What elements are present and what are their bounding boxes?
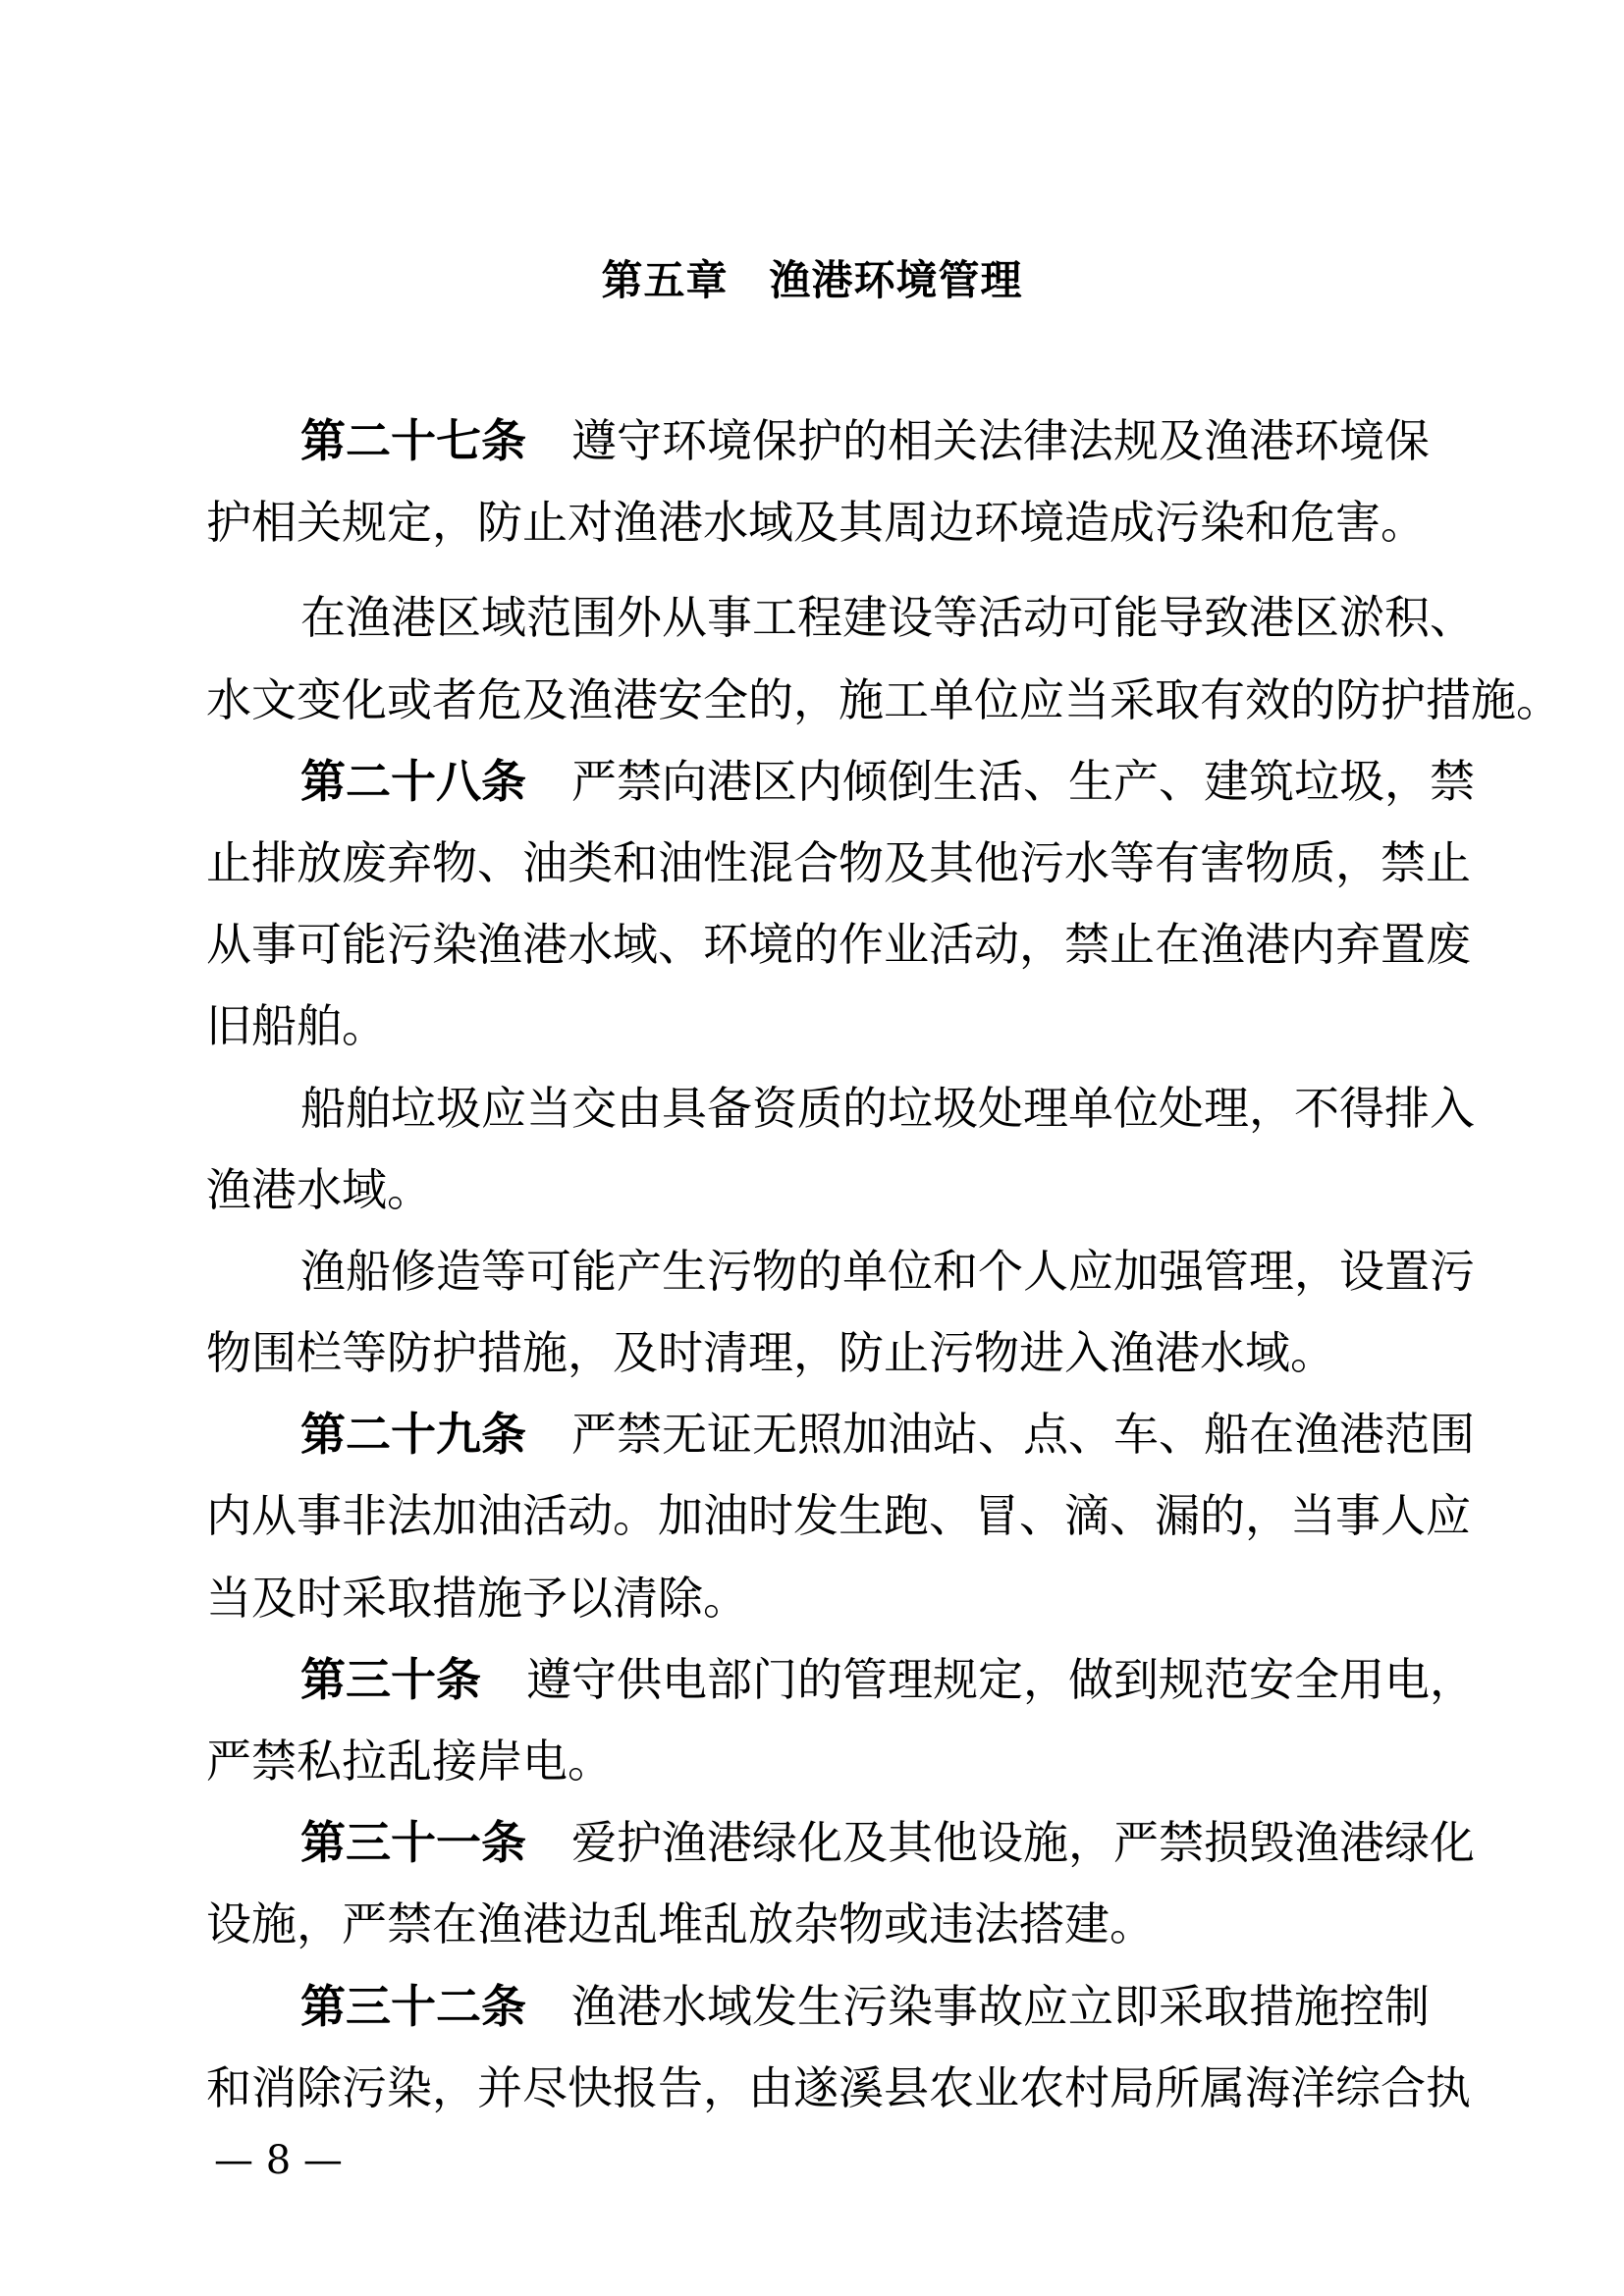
- article-29-line-1: [206, 1394, 1475, 1475]
- page-number: — 8 —: [214, 2138, 343, 2183]
- article-27-line-2: 护相关规定，防止对渔港水域及其周边环境造成污染和危害。: [206, 496, 1426, 550]
- chapter-number: 第五章: [601, 256, 729, 304]
- article-29-label: 第二十九条: [300, 1408, 526, 1462]
- article-29-line-2: 内从事非法加油活动。加油时发生跑、冒、滴、漏的，当事人应: [206, 1489, 1471, 1543]
- article-28-line-2: 止排放废弃物、油类和油性混合物及其他污水等有害物质，禁止: [206, 835, 1471, 889]
- article-28-para-3-line-1: 渔船修造等可能产生污物的单位和个人应加强管理，设置污: [300, 1244, 1475, 1298]
- article-text: 遵守环境保护的相关法律法规及渔港环境保: [571, 414, 1430, 467]
- article-text: 渔港水域发生污染事故应立即采取措施控制: [571, 1979, 1430, 2033]
- article-28-line-1: [206, 741, 1475, 823]
- article-32-line-1: [206, 1966, 1428, 2048]
- article-27-para-2-line-1: 在渔港区域范围外从事工程建设等活动可能导致港区淤积、: [300, 591, 1475, 645]
- article-30-line-2: 严禁私拉乱接岸电。: [206, 1735, 613, 1788]
- chapter-name: 渔港环境管理: [769, 256, 1023, 304]
- chapter-title: [0, 251, 1624, 310]
- article-28-para-2-line-1: 船舶垃圾应当交由具备资质的垃圾处理单位处理，不得排入: [300, 1081, 1475, 1135]
- article-28-para-2-line-2: 渔港水域。: [206, 1162, 432, 1216]
- document-body: [206, 400, 1561, 2129]
- article-27-label: 第二十七条: [300, 414, 526, 467]
- article-text: 严禁无证无照加油站、点、车、船在渔港范围: [571, 1408, 1475, 1462]
- article-28-label: 第二十八条: [300, 754, 526, 808]
- article-32-line-2: 和消除污染，并尽快报告，由遂溪县农业农村局所属海洋综合执: [206, 2060, 1471, 2114]
- article-27-line-1: [206, 400, 1428, 482]
- article-text: 遵守供电部门的管理规定，做到规范安全用电，: [526, 1652, 1475, 1706]
- article-27-para-2-line-2: 水文变化或者危及渔港安全的，施工单位应当采取有效的防护措施。: [206, 672, 1561, 726]
- article-31-line-1: [206, 1802, 1475, 1884]
- article-text: 严禁向港区内倾倒生活、生产、建筑垃圾，禁: [571, 754, 1475, 808]
- article-32-label: 第三十二条: [300, 1979, 526, 2033]
- article-31-label: 第三十一条: [300, 1816, 526, 1870]
- article-28-line-4: 旧船舶。: [206, 999, 387, 1053]
- article-28-line-3: 从事可能污染渔港水域、环境的作业活动，禁止在渔港内弃置废: [206, 918, 1471, 972]
- article-text: 爱护渔港绿化及其他设施，严禁损毁渔港绿化: [571, 1816, 1475, 1870]
- article-29-line-3: 当及时采取措施予以清除。: [206, 1571, 748, 1625]
- article-30-line-1: [206, 1639, 1475, 1721]
- article-28-para-3-line-2: 物围栏等防护措施，及时清理，防止污物进入渔港水域。: [206, 1326, 1335, 1380]
- article-30-label: 第三十条: [300, 1652, 481, 1706]
- article-31-line-2: 设施，严禁在渔港边乱堆乱放杂物或违法搭建。: [206, 1897, 1155, 1951]
